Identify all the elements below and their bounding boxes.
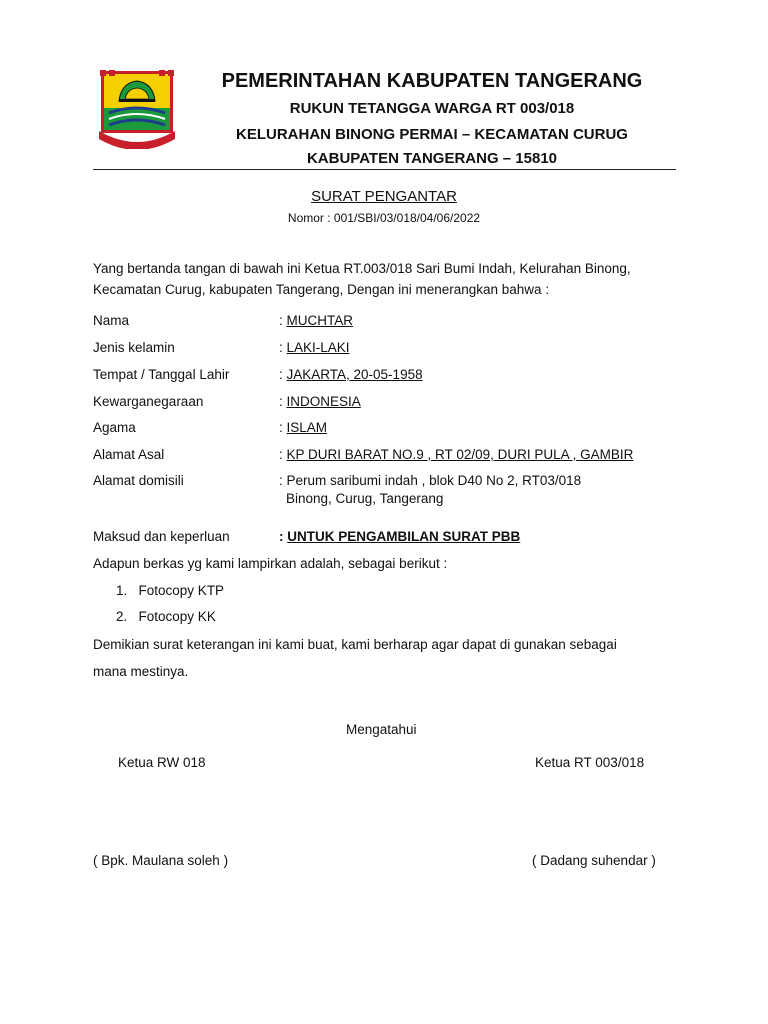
header-divider [93,169,676,170]
header-kelurahan: KELURAHAN BINONG PERMAI – KECAMATAN CURUG [236,126,628,143]
field-label-alamat-domisili: Alamat domisili [93,473,184,488]
closing-line-2: mana mestinya. [93,664,189,679]
field-label-agama: Agama [93,420,136,435]
field-value-kewarganegaraan: : INDONESIA [279,394,361,409]
intro-line-1: Yang bertanda tangan di bawah ini Ketua RT.003/018 Sari Bumi Indah, Kelurahan Binong, [93,261,631,276]
attachments-intro: Adapun berkas yg kami lampirkan adalah, sebagai berikut : [93,556,448,571]
field-label-ttl: Tempat / Tanggal Lahir [93,367,230,382]
signature-title-rw: Ketua RW 018 [118,755,206,770]
intro-line-2: Kecamatan Curug, kabupaten Tangerang, Dengan ini menerangkan bahwa : [93,282,550,297]
list-item: 1. Fotocopy KTP [116,583,225,598]
field-value-jenis-kelamin: : LAKI-LAKI [279,340,350,355]
field-value-alamat-domisili: : Perum saribumi indah , blok D40 No 2, RT03/018 [279,473,582,488]
field-value-alamat-asal: : KP DURI BARAT NO.9 , RT 02/09, DURI PULA , GAMBIR [279,447,634,462]
field-value-agama: : ISLAM [279,420,328,435]
signature-name-rt: ( Dadang suhendar ) [532,853,656,868]
field-value-alamat-domisili-line2: Binong, Curug, Tangerang [286,491,444,506]
header-kabupaten: KABUPATEN TANGERANG – 15810 [306,150,558,167]
field-label-jenis-kelamin: Jenis kelamin [93,340,175,355]
closing-line-1: Demikian surat keterangan ini kami buat, kami berharap agar dapat di gunakan sebagai [93,637,617,652]
list-item: 2. Fotocopy KK [116,609,216,624]
letter-title: SURAT PENGANTAR [311,188,457,205]
purpose-value: : UNTUK PENGAMBILAN SURAT PBB [279,529,521,544]
kabupaten-tangerang-emblem [97,69,177,149]
mengetahui-label: Mengatahui [346,722,417,737]
field-value-nama: : MUCHTAR [279,313,354,328]
header-rt: RUKUN TETANGGA WARGA RT 003/018 [289,100,575,117]
field-value-ttl: : JAKARTA, 20-05-1958 [279,367,423,382]
signature-title-rt: Ketua RT 003/018 [535,755,645,770]
field-label-alamat-asal: Alamat Asal [93,447,165,462]
field-label-kewarganegaraan: Kewarganegaraan [93,394,204,409]
signature-name-rw: ( Bpk. Maulana soleh ) [93,853,229,868]
purpose-label: Maksud dan keperluan [93,529,230,544]
letter-number: Nomor : 001/SBI/03/018/04/06/2022 [287,211,481,225]
field-label-nama: Nama [93,313,130,328]
header-government: PEMERINTAHAN KABUPATEN TANGERANG [221,70,643,92]
